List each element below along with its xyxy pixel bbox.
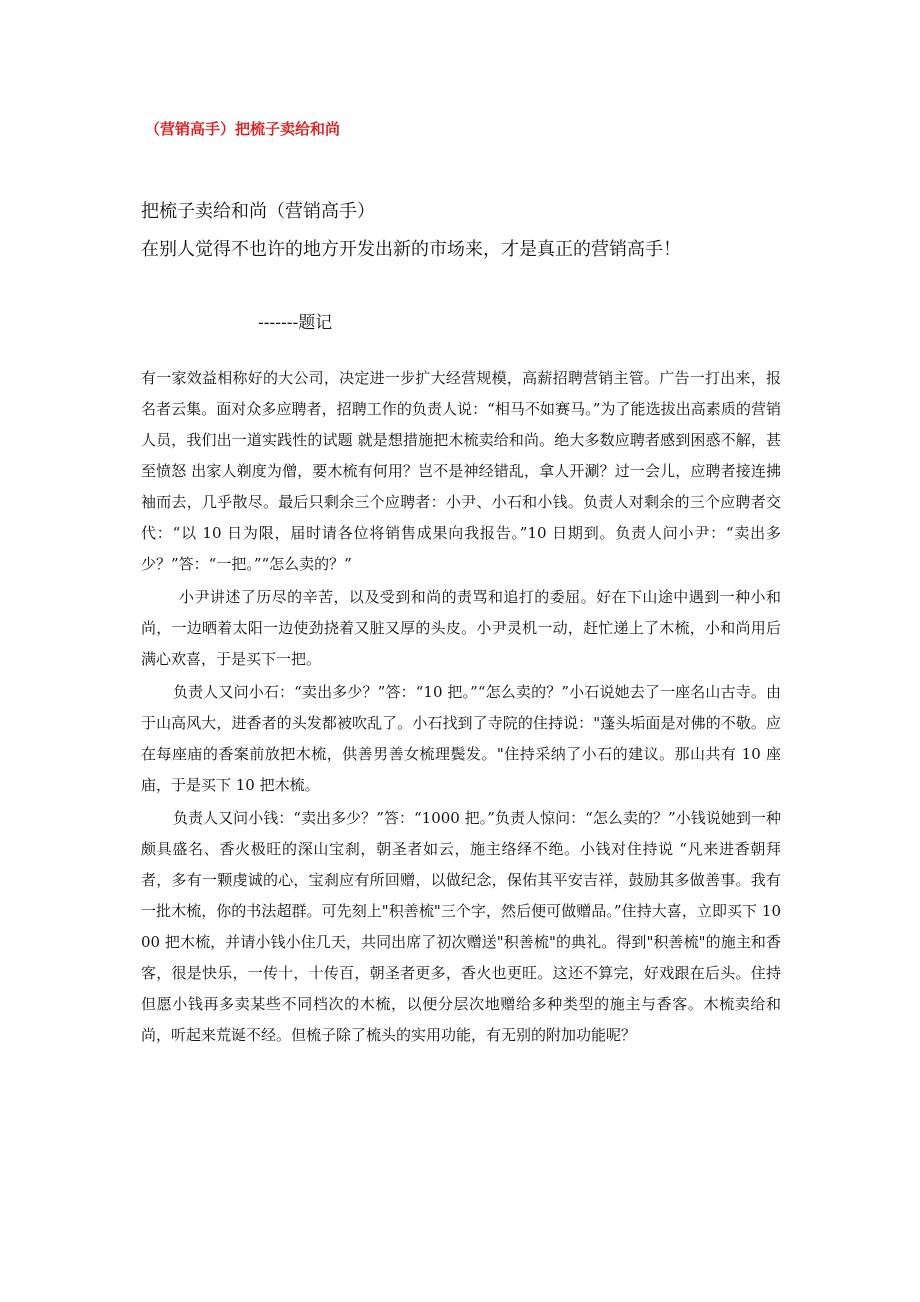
article-body [141,363,781,1051]
paragraph-1: 有一家效益相称好的大公司，决定进一步扩大经营规模，高薪招聘营销主管。广告一打出来，报名者云集。面对众多应聘者，招聘工作的负责人说：“相马不如赛马。”为了能选拔出高素质的营销人员，我们出一道实践性的试题 就是想措施把木梳卖给和尚。绝大多数应聘者感到困惑不解，甚至愤怒 出家人剃度为僧，要木梳有何用？岂不是神经错乱，拿人开涮？过一会儿，应聘者接连拂袖而去，几乎散尽。最后只剩余三个应聘者：小尹、小石和小钱。负责人对剩余的三个应聘者交代：“以 10 日为限，届时请各位将销售成果向我报告。”10 日期到。负责人问小尹：“卖出多少？”答：“一把。”“怎么卖的？” [141,369,781,573]
paragraph-3: 负责人又问小石：“卖出多少？”答：“10 把。”“怎么卖的？”小石说她去了一座名山古寺。由于山高风大，进香者的头发都被吹乱了。小石找到了寺院的住持说："蓬头垢面是对佛的不敬。应在每座庙的香案前放把木梳，供善男善女梳理鬓发。"住持采纳了小石的建议。那山共有 10 座庙，于是买下 10 把木梳。 [141,683,781,794]
epigraph: -------题记 [258,313,333,333]
document-title: （营销高手）把梳子卖给和尚 [145,120,341,138]
article-heading: 把梳子卖给和尚（营销高手） [141,201,375,222]
paragraph-2: 小尹讲述了历尽的辛苦，以及受到和尚的责骂和追打的委屈。好在下山途中遇到一种小和尚，一边晒着太阳一边使劲挠着又脏又厚的头皮。小尹灵机一动，赶忙递上了木梳，小和尚用后满心欢喜，于是买下一把。 [141,588,781,668]
paragraph-4: 负责人又问小钱：“卖出多少？”答：“1000 把。”负责人惊问：“怎么卖的？”小钱说她到一种颇具盛名、香火极旺的深山宝刹，朝圣者如云，施主络绎不绝。小钱对住持说 “凡来进香朝拜者，多有一颗虔诚的心，宝刹应有所回赠，以做纪念，保佑其平安吉祥，鼓励其多做善事。我有一批木梳，你的书法超群。可先刻上"积善梳"三个字，然后便可做赠品。”住持大喜，立即买下 1000 把木梳，并请小钱小住几天，共同出席了初次赠送"积善梳"的典礼。得到"积善梳"的施主和香客，很是快乐，一传十，十传百，朝圣者更多，香火也更旺。这还不算完，好戏跟在后头。住持但愿小钱再多卖某些不同档次的木梳，以便分层次地赠给多种类型的施主与香客。木梳卖给和尚，听起来荒诞不经。但梳子除了梳头的实用功能，有无别的附加功能呢？ [141,809,781,1044]
article-subheading: 在别人觉得不也许的地方开发出新的市场来，才是真正的营销高手！ [141,239,681,260]
